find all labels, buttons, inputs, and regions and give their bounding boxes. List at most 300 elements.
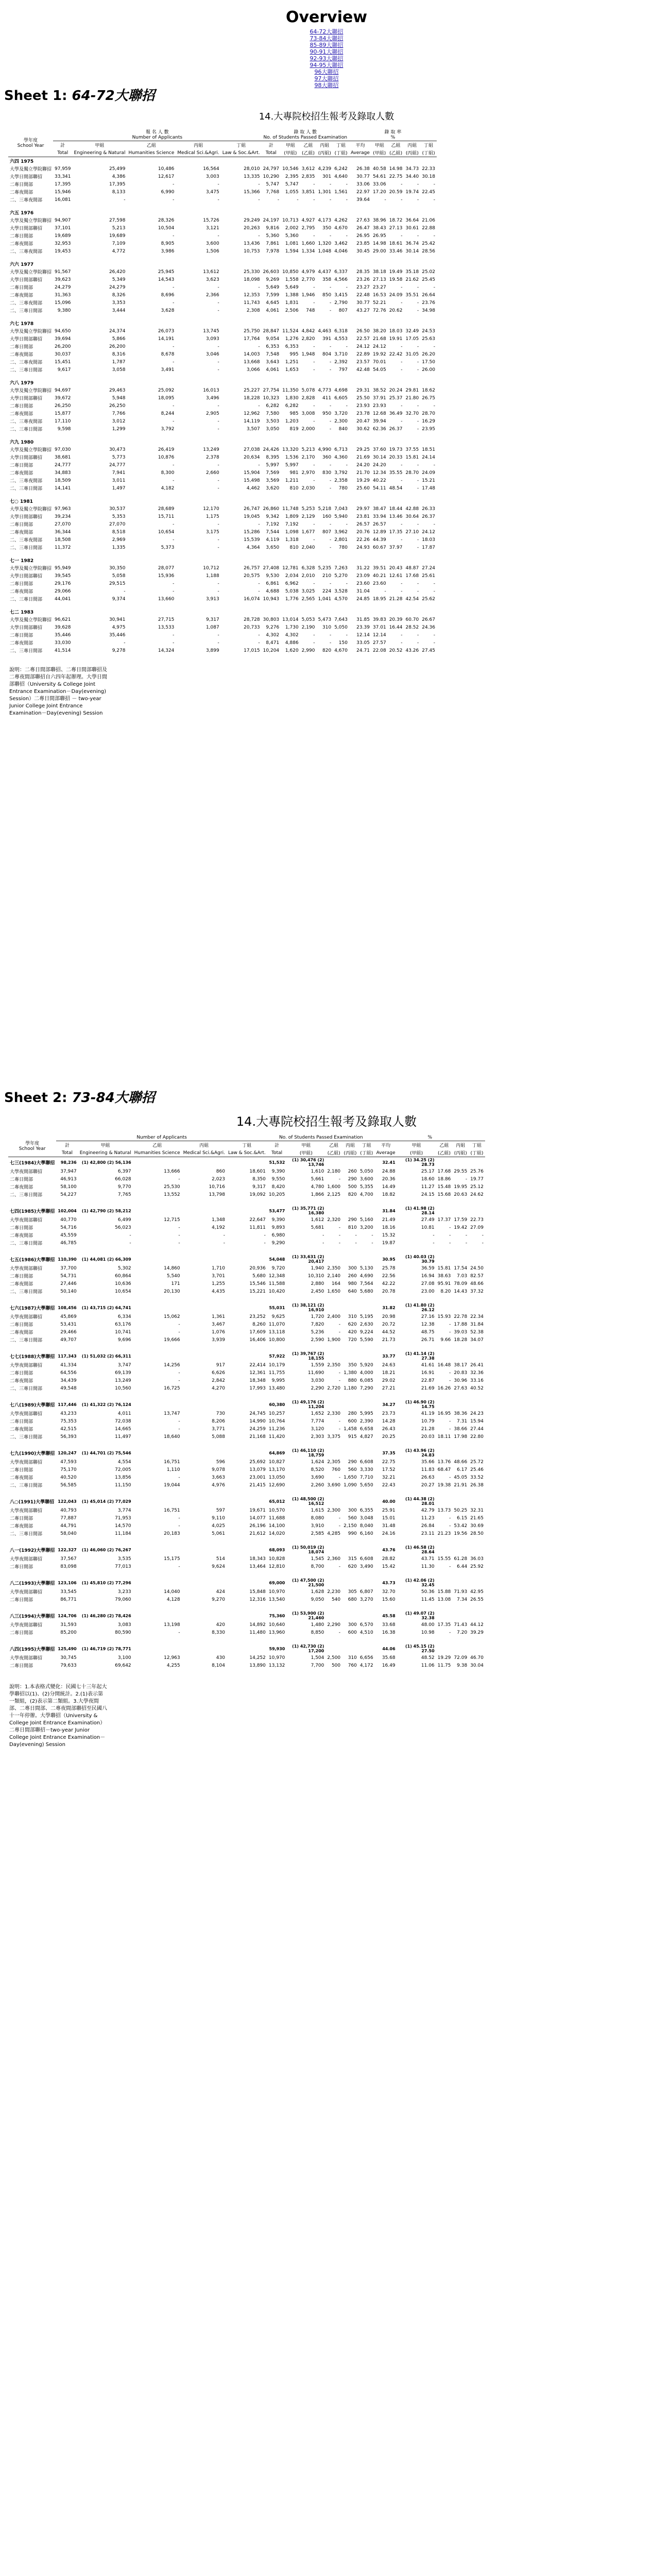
cell-value: 25.72	[470, 1459, 484, 1465]
cell-value: 4,172	[359, 1663, 373, 1668]
cell-value: 23.09	[356, 573, 370, 579]
cell-value: 36.74	[405, 241, 419, 246]
cell-value: -	[223, 1240, 225, 1246]
cell-value: 4,061	[266, 367, 280, 372]
cell-value: 22.57	[356, 336, 370, 342]
cell-value: 26,757	[244, 565, 260, 571]
cell-value: -	[433, 197, 435, 202]
cell-value: -	[384, 588, 386, 594]
cell-value: 19.38	[437, 1482, 451, 1488]
row-label: 二專日間部	[10, 1565, 33, 1570]
row-label: 大學及獨立學院聯招	[10, 448, 52, 453]
cell-value: 4,255	[166, 1663, 180, 1668]
cell-value: 21.68	[372, 336, 386, 342]
cell-value: 26.50	[356, 328, 370, 334]
cell-value: 2,170	[301, 454, 315, 460]
table-row	[8, 1280, 485, 1287]
cell-value: (1) 42,790 (2) 58,212	[81, 1208, 131, 1213]
column-header-en: Engineering & Natural	[73, 149, 127, 157]
cell-value: 41,334	[60, 1362, 77, 1368]
cell-value: 110,390	[58, 1257, 77, 1262]
cell-value: 42.48	[356, 367, 370, 372]
cell-value	[436, 1545, 453, 1555]
cell-value: 24.53	[422, 328, 435, 334]
cell-value: 37.55	[405, 447, 419, 452]
cell-value: 31.82	[382, 1305, 396, 1310]
row-label: 大學日間部聯招	[10, 625, 43, 631]
cell-value: 8,316	[112, 351, 126, 357]
column-header: 丙組	[407, 143, 417, 148]
cell-value: 14.28	[382, 1418, 396, 1424]
table-row	[8, 216, 437, 224]
cell-value: 20,263	[244, 225, 260, 231]
year-label: 八三(1994)大學聯招	[10, 1614, 55, 1619]
cell-value: 15,539	[244, 537, 260, 543]
cell-value: 12,617	[158, 174, 175, 179]
toc-link[interactable]: 64-72大聯招	[310, 28, 343, 35]
applicants-group-header	[56, 1134, 267, 1141]
cell-value	[452, 1611, 469, 1621]
cell-value	[182, 1302, 227, 1313]
cell-value	[436, 1578, 453, 1588]
cell-value: 2,190	[301, 624, 315, 630]
cell-value: 30,350	[109, 565, 126, 571]
cell-value: 6,160	[359, 1531, 373, 1536]
cell-value	[133, 1578, 182, 1588]
cell-value: -	[417, 478, 419, 483]
table-row	[8, 1384, 485, 1392]
cell-value: 315	[348, 1556, 357, 1562]
cell-value: -	[401, 521, 403, 527]
column-header: 丙組	[194, 143, 203, 148]
cell-value: 16.48	[437, 1362, 451, 1368]
cell-value: 42.22	[382, 1281, 396, 1286]
cell-value	[325, 1578, 342, 1588]
row-label: 大學日間部聯招	[10, 337, 43, 342]
cell-value	[358, 1643, 375, 1654]
table-row	[8, 247, 437, 255]
cell-value: 22.75	[382, 1459, 396, 1465]
cell-value: -	[124, 588, 126, 594]
cell-value: 71.93	[454, 1589, 468, 1595]
table-row	[8, 1361, 485, 1369]
cell-value: (1) 33,631 (2) 20,417	[292, 1255, 324, 1264]
cell-value: 26.38	[470, 1482, 484, 1488]
cell-value: 52.38	[470, 1329, 484, 1335]
cell-value: 11,588	[268, 1281, 285, 1286]
cell-value: 25.91	[382, 1507, 396, 1513]
table-row	[8, 224, 437, 232]
cell-value: 17.48	[422, 485, 435, 491]
cell-value: -	[433, 284, 435, 290]
cell-value: -	[178, 1378, 180, 1383]
cell-value	[133, 1496, 182, 1506]
cell-value: -	[173, 581, 175, 586]
cell-value: 2,500	[327, 1655, 341, 1660]
cell-value: 26,419	[158, 447, 175, 452]
cell-value: 2,801	[334, 537, 348, 543]
cell-value: -	[417, 426, 419, 432]
cell-value: 15.60	[382, 1597, 396, 1602]
cell-value: 20.03	[421, 1434, 435, 1439]
cell-value: -	[417, 367, 419, 372]
column-header-en: Average	[375, 1149, 397, 1157]
cell-value: 23,252	[249, 1314, 266, 1319]
cell-value: 21.70	[356, 470, 370, 476]
cell-value: 10,716	[209, 1184, 225, 1190]
cell-value: 11,497	[115, 1434, 131, 1439]
cell-value: 8,905	[161, 241, 175, 246]
cell-value: 1,624	[311, 1459, 324, 1465]
cell-value: 1,558	[285, 277, 299, 282]
cell-value: 19.77	[470, 1176, 484, 1182]
cell-value: 16.44	[389, 624, 403, 630]
cell-value: 29,176	[55, 581, 71, 586]
cell-value: 1,720	[311, 1314, 324, 1319]
table-row	[8, 1167, 485, 1175]
header-row	[8, 128, 437, 141]
cell-value: 29,463	[109, 387, 126, 393]
cell-value: 40,793	[60, 1507, 77, 1513]
cell-value: 24.15	[421, 1192, 435, 1197]
cell-value: 36,344	[55, 529, 71, 535]
cell-value: 6,608	[359, 1556, 373, 1562]
cell-value: 6,499	[117, 1217, 131, 1223]
year-label: 六九 1980	[10, 440, 34, 445]
toc-link[interactable]: 73-84大聯招	[310, 35, 343, 42]
cell-value: -	[173, 640, 175, 646]
cell-value: -	[329, 300, 332, 306]
toc-link[interactable]: 85-89大聯招	[310, 42, 343, 48]
cell-value: 54,227	[60, 1192, 77, 1197]
cell-value: -	[346, 233, 348, 239]
cell-value: -	[465, 1240, 468, 1246]
cell-value: 29.31	[356, 387, 370, 393]
cell-value: -	[401, 233, 403, 239]
cell-value	[469, 1399, 485, 1410]
cell-value: 51,532	[269, 1160, 285, 1165]
table-row	[8, 1629, 485, 1636]
cell-value: 23.39	[356, 624, 370, 630]
cell-value: 3,986	[161, 248, 175, 254]
cell-value: 3,100	[117, 1655, 131, 1660]
cell-value: 3,011	[112, 478, 126, 483]
table-row	[8, 1662, 485, 1669]
row-label: 二專夜間部	[10, 1427, 33, 1432]
cell-value: 8,080	[311, 1515, 324, 1521]
cell-value: (1) 49,176 (2) 11,204	[292, 1400, 324, 1409]
cell-value: 61.28	[454, 1556, 468, 1562]
cell-value: 5,050	[334, 624, 348, 630]
cell-value: 15,848	[249, 1589, 266, 1595]
table-row	[8, 1514, 485, 1522]
cell-value: 60.67	[372, 545, 386, 550]
cell-value: 14.98	[372, 241, 386, 246]
cell-value: 9,390	[271, 1217, 285, 1223]
cell-value: 46.70	[470, 1655, 484, 1660]
cell-value: 48.87	[405, 565, 419, 571]
row-label: 二、三專夜間部	[10, 198, 43, 203]
cell-value: -	[355, 1232, 357, 1238]
cell-value: 23.76	[422, 300, 435, 306]
cell-value: 3,475	[205, 189, 219, 195]
cell-value: 29.81	[405, 387, 419, 393]
toc-link[interactable]: 90-91大聯招	[310, 48, 343, 55]
row-label: 二、三專日間部	[10, 1290, 43, 1295]
cell-value: -	[173, 521, 175, 527]
table-row	[8, 343, 437, 350]
cell-value: 830	[322, 470, 332, 476]
cell-value: -	[346, 632, 348, 638]
cell-value	[469, 1643, 485, 1654]
cell-value: 79,633	[60, 1663, 77, 1668]
cell-value: 19.42	[454, 1225, 468, 1230]
year-total-row	[8, 1611, 485, 1621]
cell-value: 23.85	[356, 241, 370, 246]
cell-value: 3,710	[334, 351, 348, 357]
cell-value: -	[401, 581, 403, 586]
cell-value	[358, 1496, 375, 1506]
cell-value: 31.84	[382, 1208, 396, 1213]
cell-value: 950	[322, 411, 332, 416]
cell-value: 3,507	[246, 426, 260, 432]
cell-value: 22.97	[356, 189, 370, 195]
cell-value: 68,093	[269, 1547, 285, 1552]
cell-value: 1,081	[285, 241, 299, 246]
table-row	[8, 461, 437, 469]
cell-value: 97,030	[55, 447, 71, 452]
row-label: 大學夜間部聯招	[10, 1218, 43, 1223]
cell-value: -	[313, 284, 315, 290]
column-header: 乙組	[152, 1143, 162, 1148]
cell-value: 5,681	[311, 1225, 324, 1230]
toc-link[interactable]: 96大聯招	[314, 69, 339, 75]
cell-value: 24.50	[470, 1265, 484, 1271]
cell-value: -	[417, 418, 419, 424]
cell-value: 10,943	[263, 596, 280, 602]
cell-value: 290	[348, 1176, 357, 1182]
cell-value: -	[346, 197, 348, 202]
cell-value	[452, 1399, 469, 1410]
cell-value: 1,361	[212, 1314, 225, 1319]
cell-value: 9,317	[252, 1184, 266, 1190]
cell-value: 9,550	[271, 1176, 285, 1182]
cell-value: 18,601	[249, 1168, 266, 1174]
row-label: 二、三專日間部	[10, 597, 43, 602]
row-label: 二專日間部	[10, 463, 33, 468]
cell-value: 24.62	[470, 1192, 484, 1197]
cell-value: 11,150	[115, 1482, 131, 1488]
cell-value: 14.49	[382, 1184, 396, 1190]
cell-value: -	[178, 1321, 180, 1327]
cell-value: 77,887	[60, 1515, 77, 1521]
cell-value: (1) 51,032 (2) 66,311	[81, 1353, 131, 1359]
cell-value: -	[313, 537, 315, 543]
passed-en: No. of Students Passed Examination	[279, 1135, 363, 1140]
cell-value: 3,353	[112, 300, 126, 306]
cell-value: 80,590	[115, 1630, 131, 1635]
cell-value: 6,656	[359, 1655, 373, 1660]
cell-value: -	[217, 521, 219, 527]
cell-value: 60.70	[405, 617, 419, 622]
cell-value: 122,327	[58, 1547, 77, 1552]
sheet2-heading-name: 73-84大聯招	[72, 1090, 155, 1106]
cell-value	[182, 1611, 227, 1621]
table-row	[8, 513, 437, 520]
cell-value	[133, 1157, 182, 1168]
cell-value: 981	[289, 470, 299, 476]
cell-value: 39.29	[470, 1630, 484, 1635]
cell-value: 1,087	[205, 624, 219, 630]
table-row	[8, 165, 437, 173]
cell-value: 44.39	[372, 537, 386, 543]
cell-value: 23.60	[372, 581, 386, 586]
cell-value: 16,751	[164, 1459, 180, 1465]
row-label: 二專日間部	[10, 582, 33, 587]
cell-value	[325, 1206, 342, 1216]
cell-value: -	[217, 632, 219, 638]
cell-value: -	[217, 581, 219, 586]
cell-value: -	[433, 1232, 435, 1238]
cell-value: 6.15	[457, 1515, 468, 1521]
row-label: 大學日間部聯招	[10, 278, 43, 283]
cell-value: 33,030	[55, 640, 71, 646]
cell-value: 2,969	[112, 537, 126, 543]
row-label: 大學夜間部聯招	[10, 1623, 43, 1628]
cell-value: 3,771	[212, 1426, 225, 1432]
cell-value: 34.27	[382, 1402, 396, 1407]
cell-value: 25.42	[422, 241, 435, 246]
cell-value: 30.77	[356, 300, 370, 306]
cell-value: 28.70	[422, 411, 435, 416]
cell-value: 15,546	[249, 1281, 266, 1286]
cell-value: 5,866	[112, 336, 126, 342]
table-row	[8, 299, 437, 307]
cell-value: 5,253	[301, 506, 315, 512]
cell-value: 10,323	[263, 395, 280, 401]
cell-value: 9,078	[212, 1467, 225, 1472]
cell-value: -	[433, 462, 435, 468]
school-year-en: School Year	[19, 1146, 46, 1151]
cell-value: -	[313, 462, 315, 468]
cell-value: 14,020	[268, 1531, 285, 1536]
row-label: 大學夜間部聯招	[10, 1590, 43, 1595]
cell-value: 3,620	[266, 485, 280, 491]
cell-value: 28,326	[158, 217, 175, 223]
cell-value: 9,270	[212, 1597, 225, 1602]
row-label: 二專日間部	[10, 1516, 33, 1521]
column-header-en: Law & Soc.&Art.	[221, 149, 262, 157]
cell-value: -	[124, 197, 126, 202]
toc-link[interactable]: 98大聯招	[314, 82, 339, 89]
row-label: 大學及獨立學院聯招	[10, 329, 52, 334]
cell-value: 820	[348, 1192, 357, 1197]
cell-value: 3,048	[359, 1515, 373, 1521]
cell-value: 15.21	[422, 478, 435, 483]
cell-value: 32.70	[382, 1589, 396, 1595]
sheet1-report-title: 14.大專院校招生報考及錄取人數	[259, 111, 394, 122]
cell-value: 597	[216, 1507, 225, 1513]
cell-value: 12.34	[372, 470, 386, 476]
cell-value: 39,672	[55, 395, 71, 401]
cell-value: 25,330	[244, 269, 260, 275]
cell-value: 4,979	[301, 269, 315, 275]
cell-value: 37.60	[372, 447, 386, 452]
column-header: 甲組	[411, 1143, 421, 1148]
cell-value: 360	[322, 454, 332, 460]
row-label: 二、三專日間部	[10, 427, 43, 432]
cell-value: 1,940	[311, 1265, 324, 1271]
column-header: 丁組	[424, 143, 434, 148]
toc-link[interactable]: 92-93大聯招	[310, 55, 343, 62]
toc-link[interactable]: 97大聯招	[314, 75, 339, 82]
cell-value: 20.78	[382, 1289, 396, 1294]
row-label: 大學夜間部聯招	[10, 1266, 43, 1272]
cell-value: 3,330	[359, 1467, 373, 1472]
cell-value: 5,997	[285, 462, 299, 468]
cell-value: -	[433, 233, 435, 239]
cell-value: 9,598	[57, 426, 71, 432]
cell-value: 125,490	[58, 1646, 77, 1651]
cell-value: 8,520	[311, 1467, 324, 1472]
toc-link[interactable]: 94-95大聯招	[310, 62, 343, 69]
cell-value: 11,811	[249, 1225, 266, 1230]
cell-value: -	[178, 1523, 180, 1529]
cell-value: 22.42	[389, 351, 403, 357]
table-row	[8, 647, 437, 654]
cell-value: 14,191	[158, 336, 175, 342]
table-of-contents	[0, 28, 653, 89]
cell-value: 1,180	[343, 1385, 357, 1391]
cell-value: 4,173	[318, 217, 332, 223]
cell-value: 33.68	[382, 1622, 396, 1628]
table-row	[8, 1369, 485, 1377]
row-label: 大學日間部聯招	[10, 515, 43, 520]
cell-value: -	[338, 1630, 341, 1635]
row-label: 二專夜間部	[10, 641, 33, 646]
table-row	[8, 283, 437, 291]
cell-value: -	[313, 197, 315, 202]
table-row	[8, 276, 437, 283]
cell-value: 33.77	[382, 1353, 396, 1359]
cell-value: 36.59	[421, 1265, 435, 1271]
row-label: 二、三專夜間部	[10, 419, 43, 425]
cell-value	[358, 1351, 375, 1361]
cell-value: 17.50	[422, 359, 435, 365]
cell-value: 1,948	[301, 351, 315, 357]
cell-value: -	[417, 181, 419, 187]
cell-value: 64,556	[60, 1370, 77, 1376]
cell-value: -	[217, 588, 219, 594]
column-header: 丁組	[242, 1143, 252, 1148]
cell-value: 6,337	[334, 269, 348, 275]
cell-value: 42,515	[60, 1426, 77, 1432]
cell-value: -	[371, 1232, 373, 1238]
cell-value: 28.56	[422, 248, 435, 254]
cell-value: 7.34	[457, 1597, 468, 1602]
cell-value: 2,303	[311, 1434, 324, 1439]
cell-value: 18.82	[382, 1192, 396, 1197]
cell-value: -	[449, 1426, 451, 1432]
cell-value: -	[329, 181, 332, 187]
cell-value: 4,270	[212, 1385, 225, 1391]
cell-value: 10,546	[282, 166, 299, 172]
table-row	[8, 1272, 485, 1280]
cell-value: 5,650	[359, 1482, 373, 1488]
cell-value: 53,477	[269, 1208, 285, 1213]
row-label: 二、三專日間部	[10, 1532, 43, 1537]
cell-value	[436, 1399, 453, 1410]
